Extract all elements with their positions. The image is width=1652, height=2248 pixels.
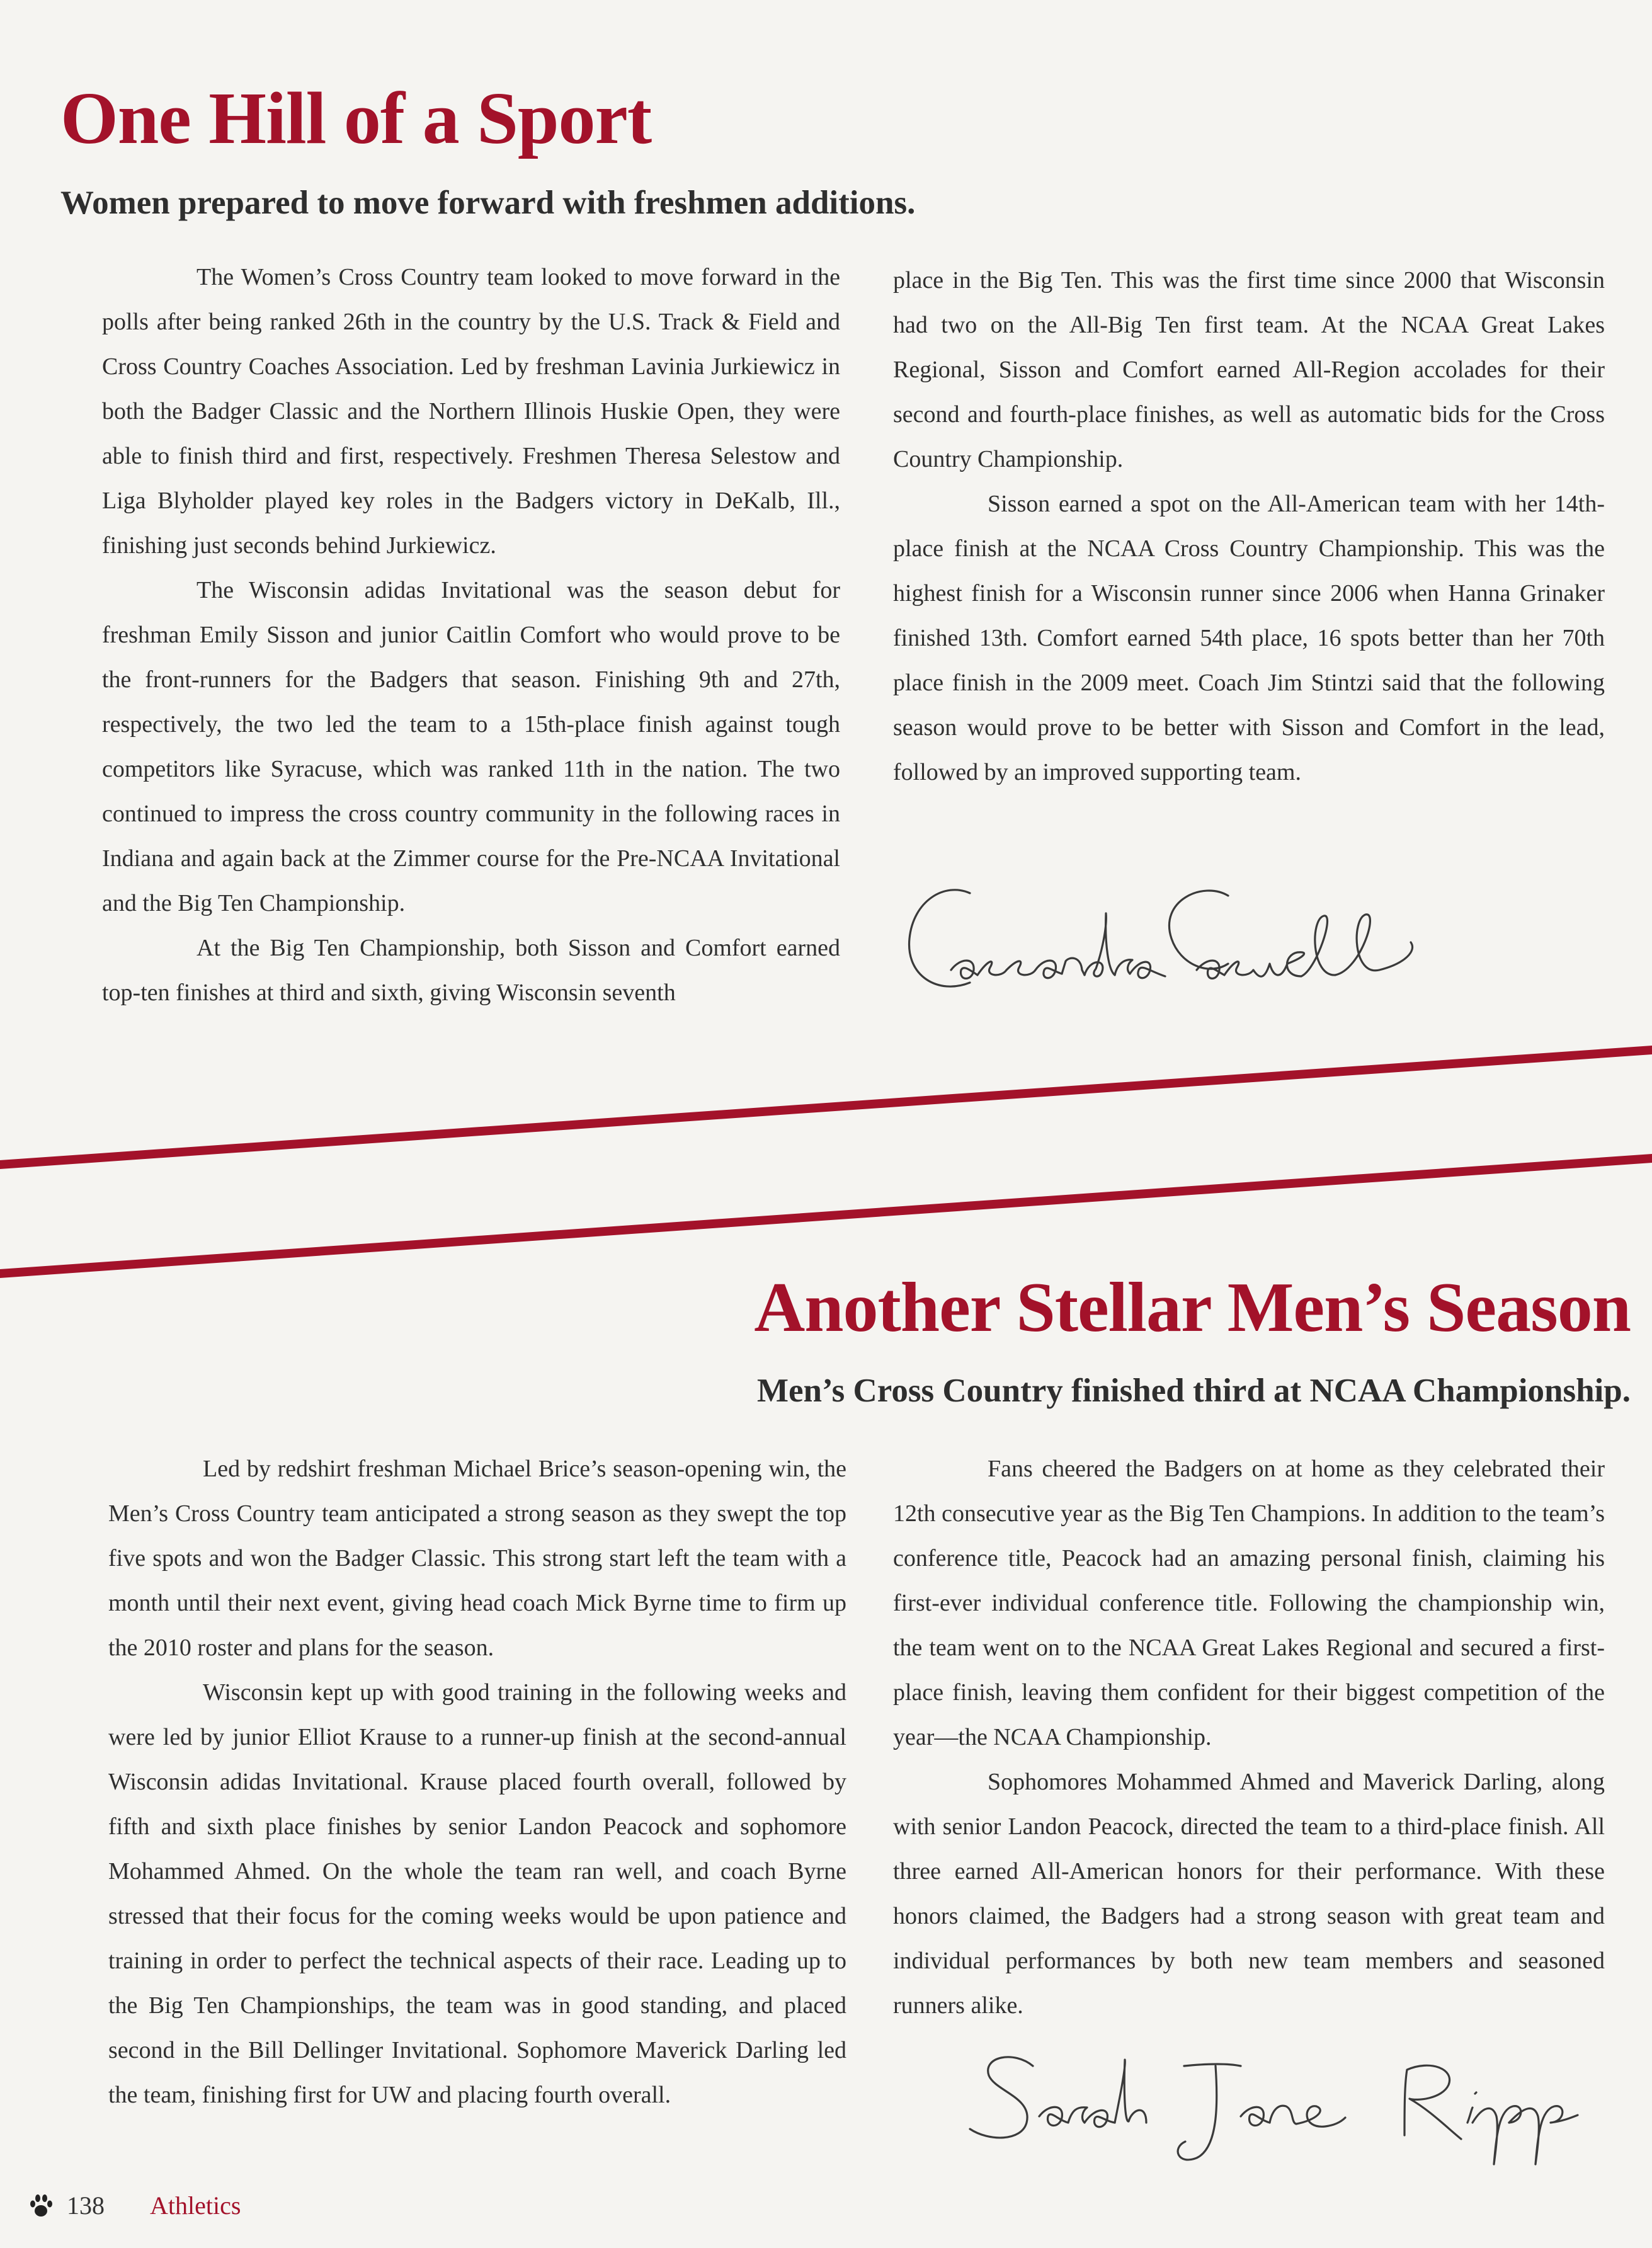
article-1-title: One Hill of a Sport <box>60 77 652 159</box>
article-1-paragraph: place in the Big Ten. This was the first time since 2000 that Wisconsin had two on the All-Big Ten first team. At the NCAA Great Lakes Regional, Sisson and Comfort earned All-Region accolades for their second and fourth-place finishes, as well as automatic bids for the Cross Country Championship. <box>893 267 1605 472</box>
article-1-paragraph: The Women’s Cross Country team looked to move forward in the polls after being ranked 26th in the country by the U.S. Track & Field and Cross Country Coaches Association. Led by freshman Lavinia Jurkiewicz in both the Badger Classic and the Northern Illinois Huskie Open, they were able to finish third and first, respectively. Freshmen Theresa Selestow and Liga Blyholder played key roles in the Badgers victory in DeKalb, Ill., finishing just seconds behind Jurkiewicz. <box>102 264 840 559</box>
article-2-title: Another Stellar Men’s Season <box>754 1269 1631 1347</box>
page-number: 138 <box>67 2191 105 2220</box>
article-2-paragraph: Sophomores Mohammed Ahmed and Maverick Darling, along with senior Landon Peacock, directed the team to a third-place finish. All three earned All-American honors for their performance. With these honors claimed, the Badgers had a strong season with great team and individual performances by both new team members and seasoned runners alike. <box>893 1769 1605 2019</box>
article-1-paragraph: The Wisconsin adidas Invitational was the season debut for freshman Emily Sisson and junior Caitlin Comfort who would prove to be the front-runners for the Badgers that season. Finishing 9th and 27th, respectively, the two led the team to a 15th-place finish against tough competitors like Syracuse, which was ranked 11th in the nation. The two continued to impress the cross country community in the following races in Indiana and again back at the Zimmer course for the Pre-NCAA Invitational and the Big Ten Championship. <box>102 577 840 916</box>
article-2-column-right <box>893 1447 1605 2028</box>
article-1-subtitle: Women prepared to move forward with freshmen additions. <box>60 185 916 221</box>
article-2-subtitle: Men’s Cross Country finished third at NCAA Championship. <box>756 1372 1631 1409</box>
section-name: Athletics <box>150 2191 241 2220</box>
article-1-paragraph: At the Big Ten Championship, both Sisson and Comfort earned top-ten finishes at third and sixth, giving Wisconsin seventh <box>102 935 840 1006</box>
signature-sarah-jane-ripp <box>964 2041 1581 2167</box>
divider-rule-lower <box>0 1154 1652 1278</box>
article-2-paragraph: Led by redshirt freshman Michael Brice’s season-opening win, the Men’s Cross Country team anticipated a strong season as they swept the top five spots and won the Badger Classic. This strong start left the team with a month until their next event, giving head coach Mick Byrne time to firm up the 2010 roster and plans for the season. <box>108 1456 846 1661</box>
paw-print-icon <box>29 2193 53 2218</box>
article-1-paragraph: Sisson earned a spot on the All-American team with her 14th-place finish at the NCAA Cross Country Championship. This was the highest finish for a Wisconsin runner since 2006 when Hanna Grinaker finished 13th. Comfort earned 54th place, 16 spots better than her 70th place finish in the 2009 meet. Coach Jim Stintzi said that the following season would prove to be better with Sisson and Comfort in the lead, followed by an improved supporting team. <box>893 491 1605 785</box>
divider-rule-upper <box>0 1046 1652 1169</box>
article-2-paragraph: Wisconsin kept up with good training in the following weeks and were led by junior Elliot Krause to a runner-up finish at the second-annual Wisconsin adidas Invitational. Krause placed fourth overall, followed by fifth and sixth place finishes by senior Landon Peacock and sophomore Mohammed Ahmed. On the whole the team ran well, and coach Byrne stressed that their focus for the coming weeks would be upon patience and training in order to perfect the technical aspects of their race. Leading up to the Big Ten Championships, the team was in good standing, and placed second in the Bill Dellinger Invitational. Sophomore Maverick Darling led the team, finishing first for UW and placing fourth overall. <box>108 1679 846 2108</box>
page-footer <box>29 2191 241 2220</box>
article-2-column-left <box>108 1447 846 2118</box>
article-2-paragraph: Fans cheered the Badgers on at home as they celebrated their 12th consecutive year as the Big Ten Champions. In addition to the team’s conference title, Peacock had an amazing personal finish, claiming his first-ever individual conference title. Following the championship win, the team went on to the NCAA Great Lakes Regional and secured a first-place finish, leaving them confident for their biggest competition of the year—the NCAA Championship. <box>893 1456 1605 1750</box>
